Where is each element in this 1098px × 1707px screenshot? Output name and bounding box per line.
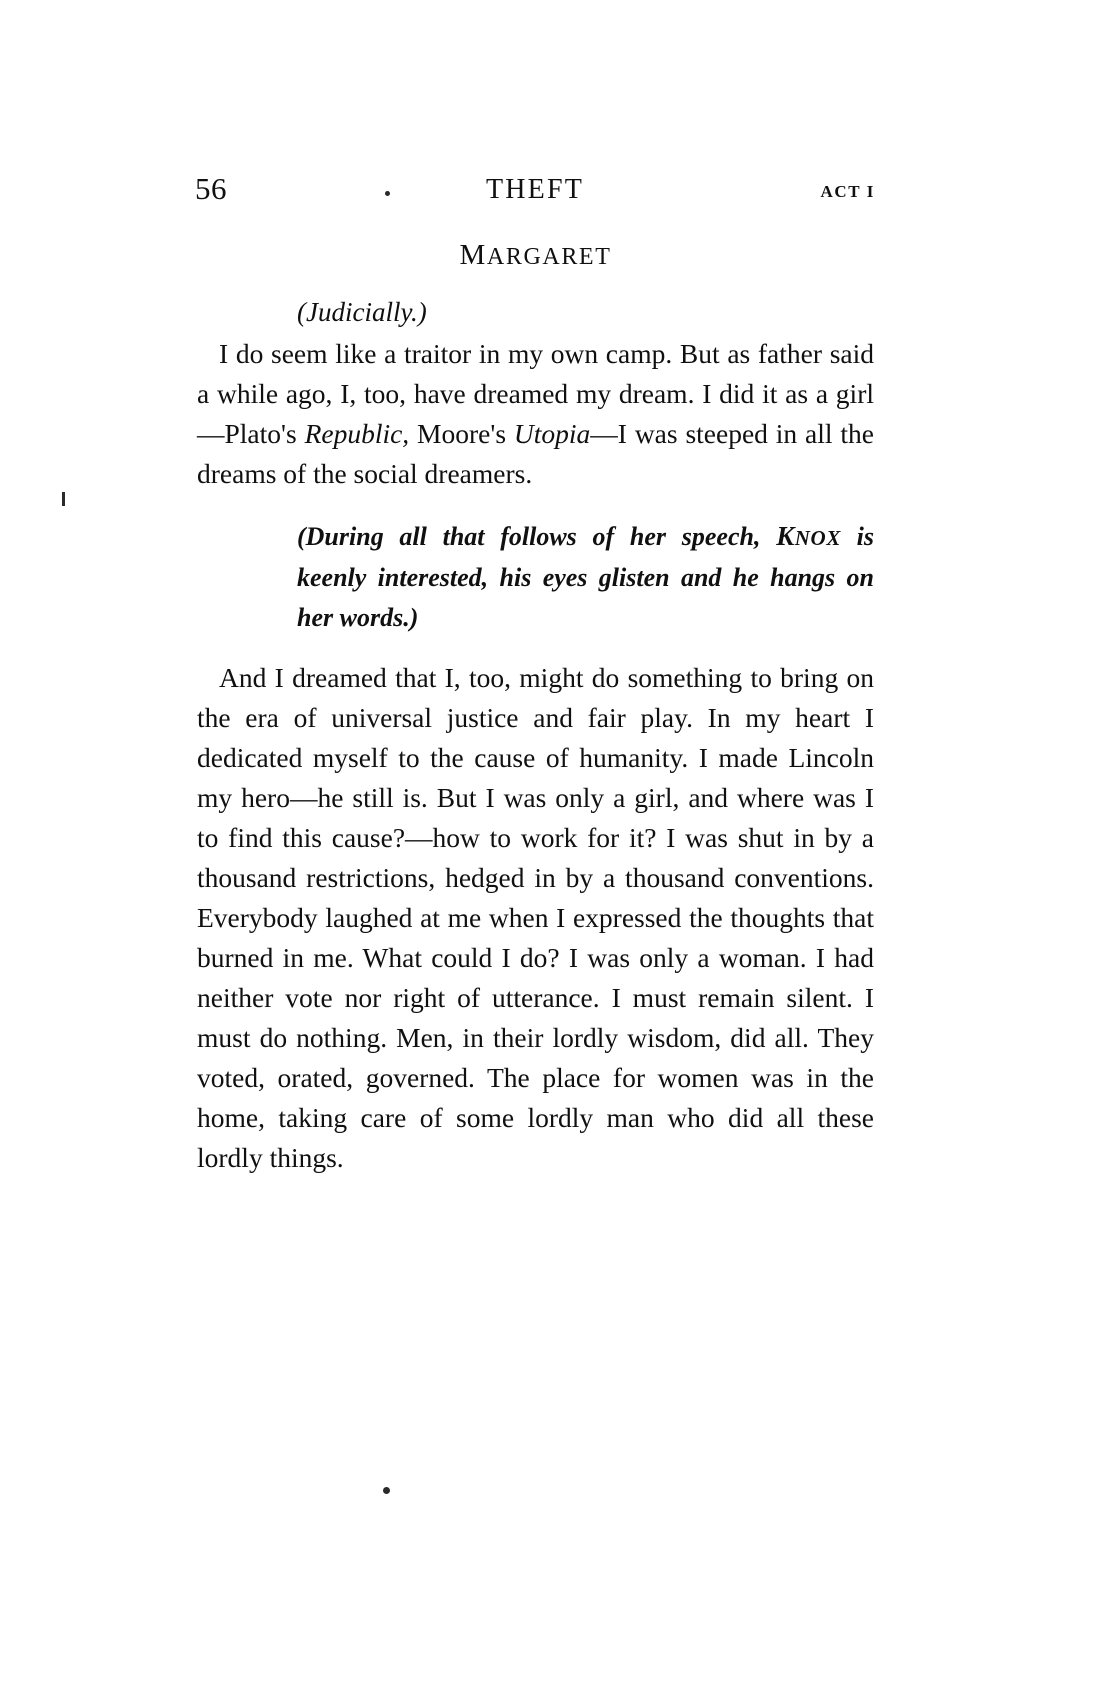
stage-direction-part-2: is keenly interested, his eyes glisten and he hangs on her words.) <box>297 522 875 632</box>
paragraph-1-part-1: I do seem like a traitor in my own camp. But as father said a while ago, I, too, have dreamed my dream. I did it as a girl—Plato's <box>197 338 874 449</box>
page-number: 56 <box>195 171 227 206</box>
book-title: THEFT <box>485 174 585 205</box>
knox-rest: NOX <box>794 526 841 550</box>
speech-paragraph-2 <box>197 658 874 1178</box>
paragraph-1-part-3: —I was steeped in all the dreams of the social dreamers. <box>197 418 875 489</box>
scan-artifact-mark-left <box>62 492 65 506</box>
scan-artifact-dot-bottom <box>383 1487 390 1494</box>
title-utopia: Utopia <box>513 418 591 449</box>
stage-direction-speaker-knox <box>776 522 841 551</box>
stage-direction-part-1: (During all that follows of her speech, <box>297 522 777 551</box>
knox-initial: K <box>776 521 795 551</box>
paragraph-2-text: And I dreamed that I, too, might do something to bring on the era of universal justice and fair play. In my heart I dedicated myself to the cause of humanity. I made Lincoln my hero—he still is. But I was only a girl, and where was I to find this cause?—how to work for it? I was shut in by a thousand restrictions, hedged in by a thousand conventions. Everybody laughed at me when I expressed the thoughts that burned in me. What could I do? I was only a woman. I had neither vote nor right of utterance. I must remain silent. I must do nothing. Men, in their lordly wisdom, did all. They voted, orated, governed. The place for women was in the home, taking care of some lordly man who did all these lordly things. <box>197 662 874 1173</box>
text-column <box>197 238 874 1178</box>
running-head <box>195 170 875 210</box>
title-republic: Republic, <box>304 418 410 449</box>
stage-direction-block <box>197 516 874 638</box>
speaker-name <box>197 238 874 274</box>
act-label: ACT I <box>820 182 875 201</box>
stage-direction-inline: (Judicially.) <box>297 297 427 327</box>
speaker-name-rest: ARGARET <box>486 244 612 270</box>
paragraph-1-part-2: Moore's <box>409 418 514 449</box>
speaker-name-initial: M <box>459 239 487 271</box>
speech-paragraph-1 <box>197 334 874 494</box>
